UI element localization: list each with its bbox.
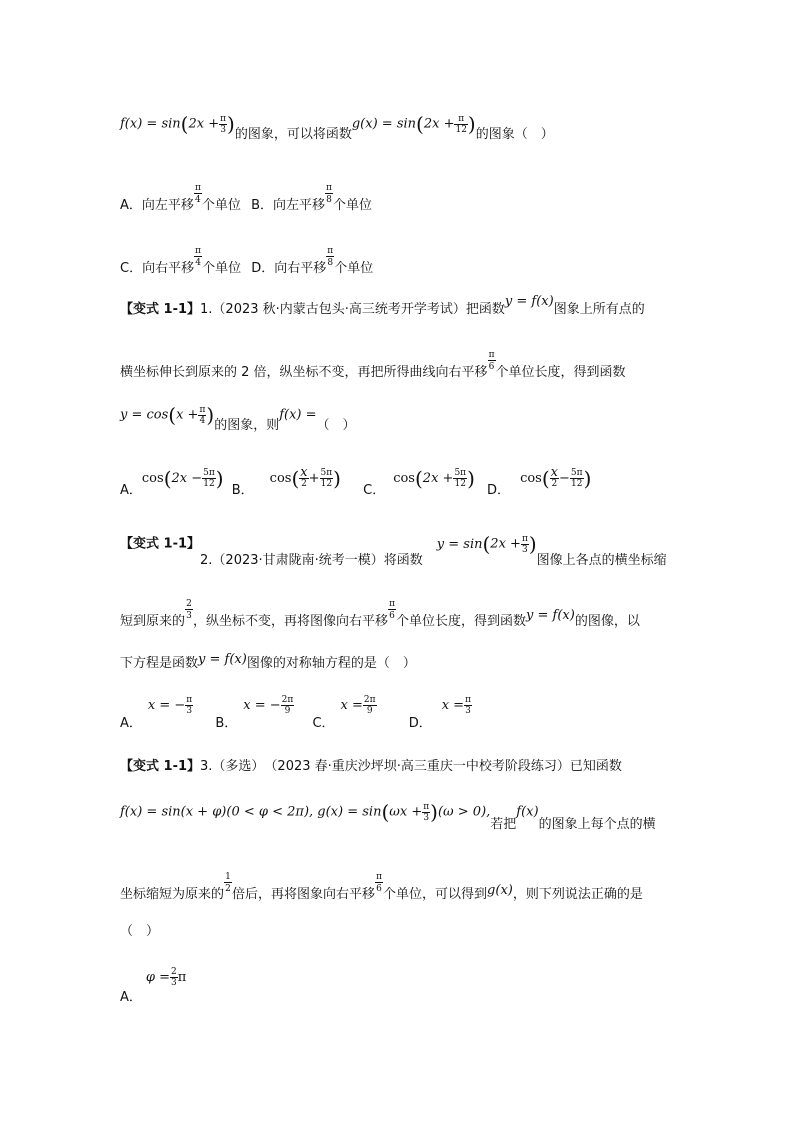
q1-line3: y = cos(x + $\frac{\pi}{4}$ )的图象，则f(x) =（ ）	[120, 403, 356, 433]
option-a: A．cos(2x − $\frac{5\pi}{12}$ )	[120, 466, 224, 498]
q0-options-cd	[120, 246, 374, 276]
q2-line2: 短到原来的 $\frac{2}{3}$ ，纵坐标不变，再将图像向右平移 $\frac{\pi}{6}$ 个单位长度，得到函数y = f(x)的图像，以	[120, 599, 640, 629]
option-b: B．向左平移 $\frac{\pi}{8}$ 个单位	[251, 183, 372, 213]
q1-line2: 横坐标伸长到原来的 2 倍，纵坐标不变，再把所得曲线向右平移 $\frac{\pi}{6}$ 个单位长度，得到函数	[120, 350, 626, 380]
option-c: C．向右平移 $\frac{\pi}{4}$ 个单位	[120, 246, 242, 276]
variant-tag: 【变式 1-1】	[120, 536, 201, 552]
q2-line3: 下方程是函数y = f(x)图像的对称轴方程的是（ ）	[120, 652, 416, 671]
option-d: D．x = $\frac{\pi}{3}$	[408, 695, 471, 731]
q0-stem: f(x) = sin(2x + $\frac{\pi}{3}$ )的图象，可以将函数g(x) = sin(2x + $\frac{\pi}{12}$ )的图象（ ）	[120, 112, 554, 142]
option-b: B．x = − $\frac{2\pi}{9}$	[215, 695, 294, 731]
q2-options	[120, 694, 472, 731]
q3-line1: 【变式 1-1】3.（多选） （2023 春·重庆沙坪坝·高三重庆一中校考阶段练习）已知函数	[120, 759, 622, 774]
variant-tag: 【变式 1-1】	[120, 302, 201, 317]
q3-line2: f(x) = sin(x + φ)(0 < φ < 2π), g(x) = sin(ωx + $\frac{\pi}{3}$ )(ω > 0),若把f(x)的图象上每个点的横	[120, 800, 656, 832]
g-function: g(x) = sin	[351, 116, 417, 132]
q3-line3: 坐标缩短为原来的 $\frac{1}{2}$ 倍后，再将图象向右平移 $\frac{\pi}{6}$ 个单位，可以得到g(x)，则下列说法正确的是	[120, 872, 643, 902]
option-a: A．x = − $\frac{\pi}{3}$	[120, 695, 193, 731]
option-c: C．cos(2x + $\frac{5\pi}{12}$ )	[363, 466, 475, 498]
q2-line1: 【变式 1-1】2.（2023·甘肃陇南·统考一模）将函数y = sin(2x + $\frac{\pi}{3}$ )图像上各点的横坐标缩	[120, 532, 667, 568]
q3-option-a: A．φ = $\frac{2}{3}$ π	[120, 967, 187, 1005]
q1-line1: 【变式 1-1】1.（2023 秋·内蒙古包头·高三统考开学考试）把函数y = f(x)图象上所有点的	[120, 294, 645, 317]
fraction: $\frac{\pi}{12}$	[455, 113, 467, 135]
q0-options-ab	[120, 183, 372, 213]
option-c: C．x = $\frac{2\pi}{9}$	[312, 695, 376, 731]
fraction: $\frac{\pi}{3}$	[220, 113, 227, 135]
q1-options	[120, 464, 592, 498]
option-d: D．cos( $\frac{x}{2}$ − $\frac{5\pi}{12}$ )	[487, 464, 592, 498]
variant-tag: 【变式 1-1】	[120, 759, 201, 774]
option-b: B．cos( $\frac{x}{2}$ + $\frac{5\pi}{12}$ )	[231, 464, 341, 498]
option-d: D．向右平移 $\frac{\pi}{8}$ 个单位	[251, 246, 374, 276]
q3-line4: （ ）	[120, 924, 160, 939]
f-function: f(x) = sin	[120, 116, 181, 132]
option-a: A．向左平移 $\frac{\pi}{4}$ 个单位	[120, 183, 241, 213]
